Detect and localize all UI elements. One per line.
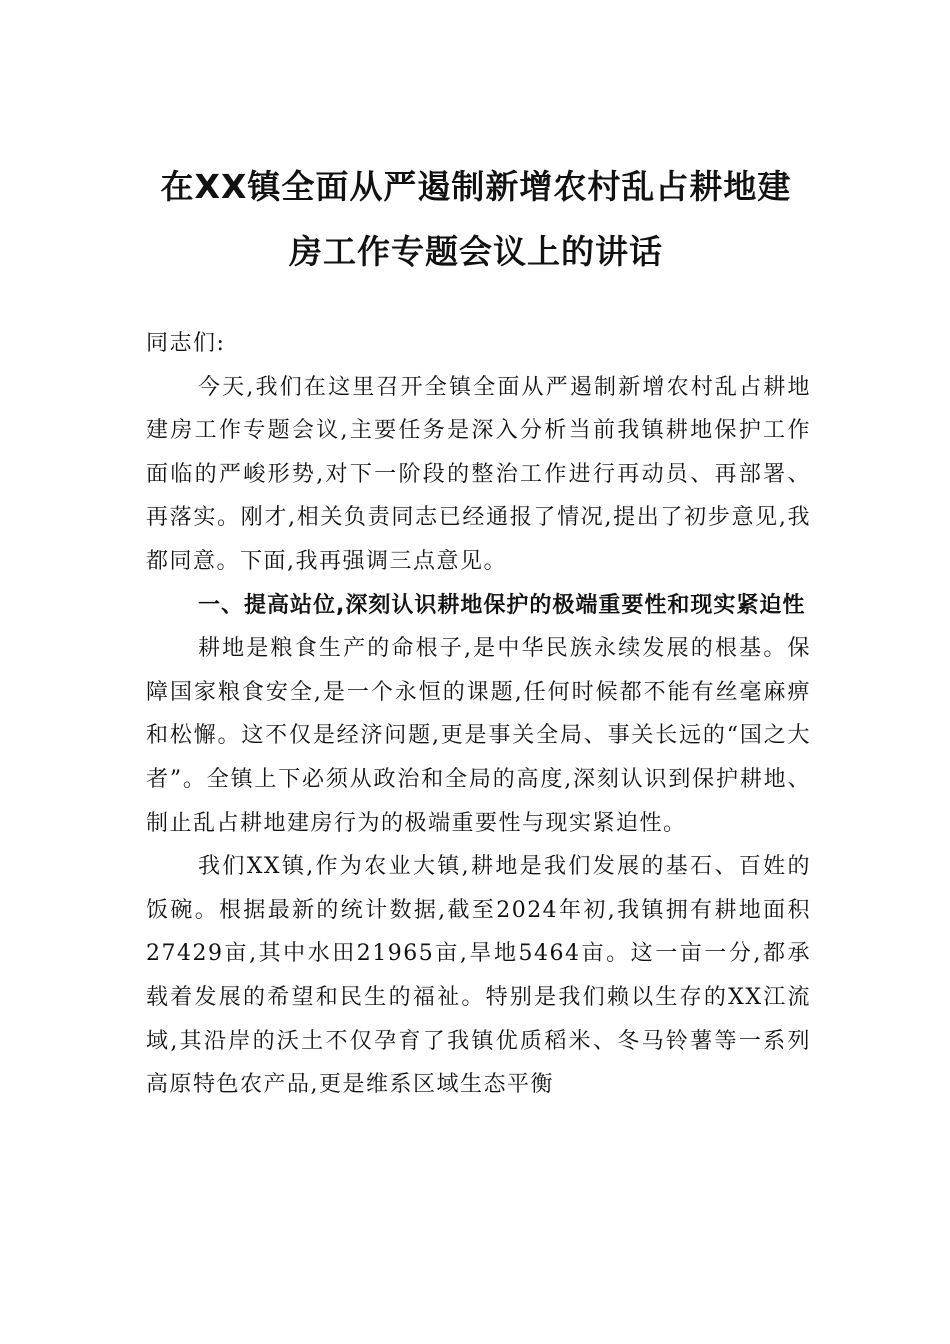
section-1-heading: 一、提高站位,深刻认识耕地保护的极端重要性和现实紧迫性 xyxy=(198,592,806,618)
section-1-paragraph-1: 耕地是粮食生产的命根子,是中华民族永续发展的根基。保障国家粮食安全,是一个永恒的课题,任何时候都不能有丝毫麻痹和松懈。这不仅是经济问题,更是事关全局、事关长远的“国之大者”。全镇上下必须从政治和全局的高度,深刻认识到保护耕地、制止乱占耕地建房行为的极端重要性与现实紧迫性。 xyxy=(146,636,811,836)
salutation: 同志们: xyxy=(146,331,226,356)
document-body xyxy=(146,322,811,1107)
document-title-line-1: 在XX镇全面从严遏制新增农村乱占耕地建 xyxy=(160,167,792,206)
section-1-paragraph-2: 我们XX镇,作为农业大镇,耕地是我们发展的基石、百姓的饭碗。根据最新的统计数据,截至2024年初,我镇拥有耕地面积27429亩,其中水田21965亩,旱地5464亩。这一亩一分,都承载着发展的希望和民生的福祉。特别是我们赖以生存的XX江流域,其沿岸的沃土不仅孕育了我镇优质稻米、冬马铃薯等一系列高原特色农产品,更是维系区域生态平衡 xyxy=(146,854,811,1098)
document-title-line-2: 房工作专题会议上的讲话 xyxy=(289,232,663,271)
opening-paragraph: 今天,我们在这里召开全镇全面从严遏制新增农村乱占耕地建房工作专题会议,主要任务是深入分析当前我镇耕地保护工作面临的严峻形势,对下一阶段的整治工作进行再动员、再部署、再落实。刚才,相关负责同志已经通报了情况,提出了初步意见,我都同意。下面,我再强调三点意见。 xyxy=(146,374,811,574)
